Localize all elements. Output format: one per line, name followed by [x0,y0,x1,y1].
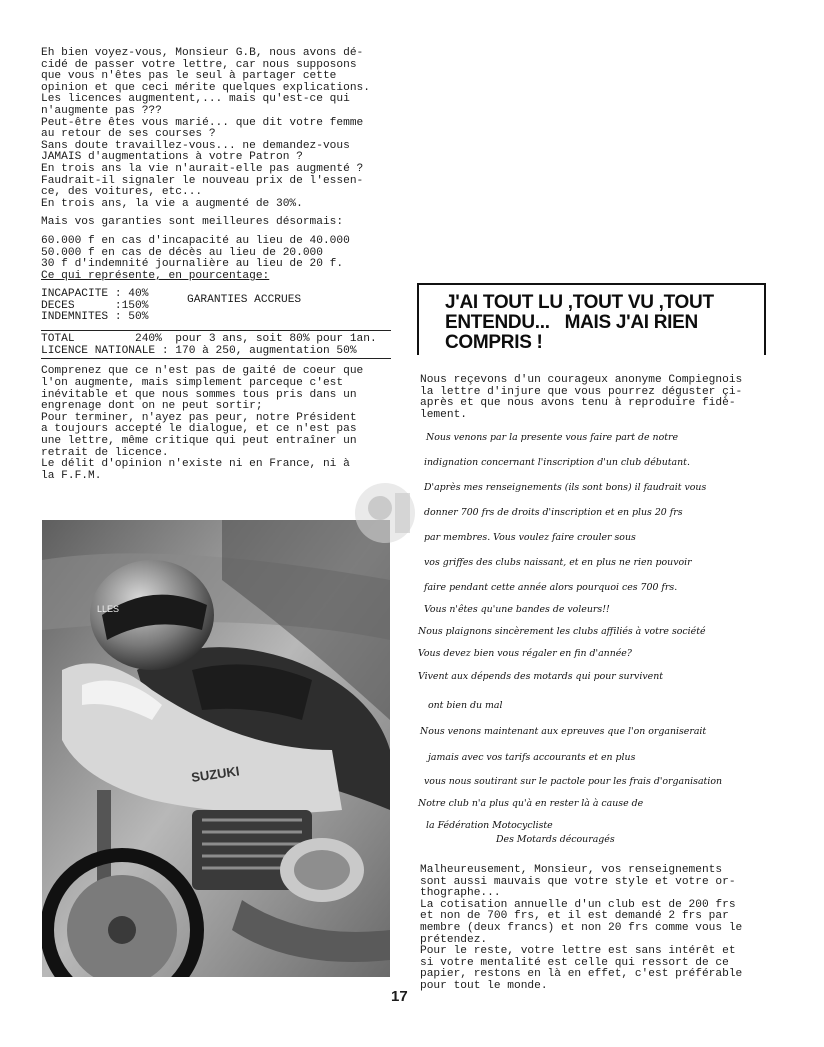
headline-box [417,283,766,355]
letter-line: vos griffes des clubs naissant, et en plus ne rien pouvoir [424,557,692,568]
text-line: engrenage dont on ne peut sortir; [41,400,263,413]
text-line: Malheureusement, Monsieur, vos renseignements [420,864,723,876]
text-line: Nous reçevons d'un courageux anonyme Compiegnois [420,374,743,386]
text-line: papier, restons en là en effet, c'est préférable [420,968,743,981]
closing-paragraph [41,366,393,482]
letter-line: Nous plaignons sincèrement les clubs affiliés à votre société [418,626,706,637]
text-line: Peut-être êtes vous marié... que dit votre femme [41,116,364,129]
text-line: opinion et que ceci mérite quelques explications. [41,81,370,94]
letter-line: Vivent aux dépends des motards qui pour survivent [418,671,663,682]
text-line: cidé de passer votre lettre, car nous supposons [41,58,357,71]
amount-line: 60.000 f en cas d'incapacité au lieu de 40.000 [41,234,350,247]
text-line: ce, des voitures, etc... [41,186,203,199]
percent-heading: Ce qui représente, en pourcentage: [41,269,270,282]
helmet-text: LLES [97,604,120,614]
text-line: Le délit d'opinion n'existe ni en France, ni à [41,458,350,471]
letter-line: D'après mes renseignements (ils sont bons) il faudrait vous [424,482,707,493]
text-line: que vous n'êtes pas le seul à partager cette [41,70,337,83]
divider [41,330,391,331]
letter-line: ont bien du mal [428,700,503,711]
amount-line: 50.000 f en cas de décès au lieu de 20.000 [41,246,323,259]
text-line: En trois ans, la vie a augmenté de 30%. [41,197,303,210]
reply-paragraph [420,865,770,993]
text-line: retrait de licence. [41,446,169,459]
text-line: Les licences augmentent,... mais qu'est-ce qui [41,93,350,106]
motorcycle-racer-photo [42,520,390,977]
text-line: a toujours accepté le dialogue, et ce n'est pas [41,423,357,436]
guarantee-label: GARANTIES ACCRUES [187,294,302,307]
licence-row: LICENCE NATIONALE : 170 à 250, augmentation 50% [41,346,391,360]
text-line: l'on augmente, mais simplement parceque c'est [41,377,344,390]
letter-line: Nous venons maintenant aux epreuves que l'on organiserait [420,726,707,737]
letter-signature: Des Motards découragés [496,834,615,845]
intro-paragraph [41,48,393,210]
letter-line: vous nous soutirant sur le pactole pour les frais d'organisation [424,776,723,787]
text-line: La cotisation annuelle d'un club est de 200 frs [420,898,736,911]
text-line: sont aussi mauvais que votre style et votre or- [420,875,736,888]
letter-line: par membres. Vous voulez faire crouler sous [424,532,636,543]
text-line: la F.F.M. [41,469,102,482]
text-line: thographe... [420,887,501,900]
text-line: et non de 700 frs, et il est demandé 2 frs par [420,910,729,923]
text-line: lement. [420,408,467,421]
left-article-column [41,48,393,482]
amount-line: 30 f d'indemnité journalière au lieu de 20 f. [41,258,344,271]
text-line: n'augmente pas ??? [41,104,162,117]
text-line: JAMAIS d'augmentations à votre Patron ? [41,151,303,164]
total-row: TOTAL 240% pour 3 ans, soit 80% pour 1an. [41,333,377,346]
letter-line: Vous devez bien vous régaler en fin d'année? [418,648,632,659]
page-number: 17 [391,988,408,1005]
guarantee-row: DECES :150% [41,299,149,312]
headline [445,293,765,353]
text-line: au retour de ses courses ? [41,128,216,141]
text-line: si votre mentalité est celle qui ressort de ce [420,956,729,969]
text-line: prétendez. [420,933,488,946]
text-line: Sans doute travaillez-vous... ne demandez-vous [41,139,350,152]
text-line: Pour terminer, n'ayez pas peur, notre Président [41,411,357,424]
text-line: inévitable et que nous sommes tous pris dans un [41,388,357,401]
text-line: pour tout le monde. [420,979,548,992]
headline-line: COMPRIS ! [445,332,543,353]
fairing-text: SUZUKI [190,763,241,785]
guarantee-table [41,289,393,325]
text-line: la lettre d'injure que vous pourrez déguster çi- [420,385,743,398]
letter-line: Notre club n'a plus qu'à en rester là à cause de [418,798,644,809]
text-line: En trois ans la vie n'aurait-elle pas augmenté ? [41,162,364,175]
text-line: Faudrait-il signaler le nouveau prix de l'essen- [41,174,364,187]
headline-line: J'AI TOUT LU ,TOUT VU ,TOUT [445,292,714,313]
letter-line: Vous n'êtes qu'une bandes de voleurs!! [424,604,610,615]
amounts-list [41,236,393,271]
text-line: une lettre, même critique qui peut entraîner un [41,435,357,448]
text-line: Pour le reste, votre lettre est sans intérêt et [420,945,736,958]
letter-line: jamais avec vos tarifs accourants et en plus [428,752,636,763]
text-line: Comprenez que ce n'est pas de gaité de coeur que [41,365,364,378]
text-line: membre (deux francs) et non 20 frs comme vous le [420,921,743,934]
text-line: après et que nous avons tenu à reproduire fidè- [420,397,736,410]
guarantee-row: INDEMNITES : 50% [41,311,149,324]
letter-line: la Fédération Motocycliste [426,820,553,831]
guarantees-intro: Mais vos garanties sont meilleures désormais: [41,216,344,229]
letter-line: faire pendant cette année alors pourquoi ces 700 frs. [424,582,678,593]
right-intro-paragraph [420,375,770,421]
watermark-stamp [350,478,420,548]
guarantee-row: INCAPACITE : 40% [41,288,149,301]
letter-line: indignation concernant l'inscription d'un club débutant. [424,457,690,468]
letter-line: donner 700 frs de droits d'inscription et en plus 20 frs [424,507,683,518]
letter-line: Nous venons par la presente vous faire part de notre [426,432,679,443]
headline-line: ENTENDU... MAIS J'AI RIEN [445,312,698,333]
text-line: Eh bien voyez-vous, Monsieur G.B, nous avons dé- [41,47,364,59]
